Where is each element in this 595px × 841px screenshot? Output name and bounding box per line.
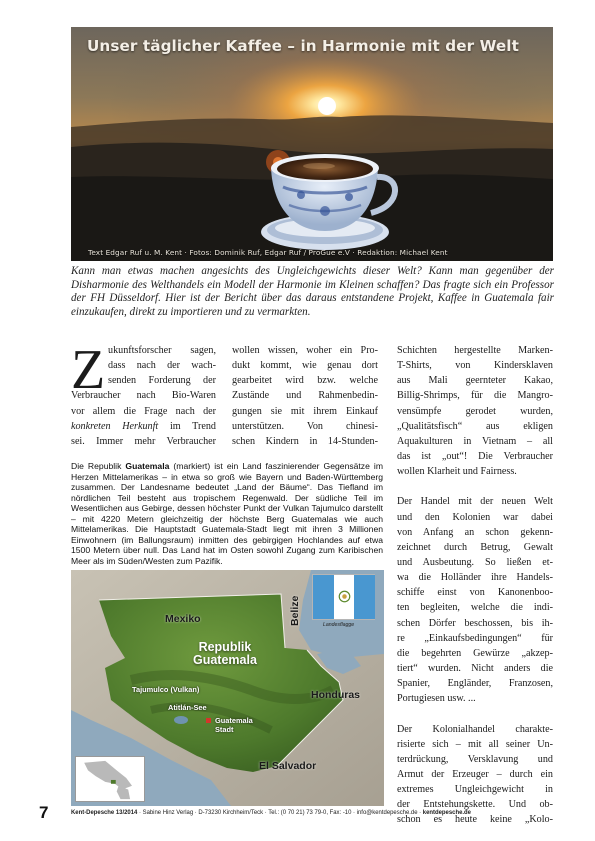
text-line: senden Forderung der: [108, 375, 216, 387]
label-republic-line2: Guatemala: [193, 653, 257, 667]
text-line: zeichnet durch Betrug, Gewalt: [397, 541, 553, 553]
text-line: Spanier, Engländer, Franzosen,: [397, 678, 553, 690]
flag-caption: Landesflagge: [323, 622, 355, 628]
overview-inset-map: [75, 756, 145, 802]
sunset-coffee-image: [71, 27, 553, 261]
label-city-line1: Guatemala: [215, 716, 253, 725]
text-line: dass nach der wach-: [108, 360, 216, 372]
text-line: extremes Ungleichgewicht in: [397, 784, 553, 796]
flag-stripe-right: [354, 575, 375, 619]
label-atitlan: Atitlán-See: [168, 703, 207, 712]
column-2: [232, 343, 378, 449]
footer-website: kentdepesche.de: [422, 810, 471, 816]
text-line: schen Kindern in 14-Stunden-: [232, 435, 378, 447]
text-line: unterstützen. Von chinesi-: [232, 420, 378, 432]
text-line: aus Mali geernteter Kakao,: [397, 375, 553, 387]
text-line: re „Einkaufsbedingungen“ für: [397, 632, 553, 644]
guatemala-info-box: [71, 461, 383, 566]
column-1: [71, 339, 216, 449]
text-line: dukt kommt, wie genau dort: [232, 360, 378, 372]
text-line: der Entstehungskette. Und ob-: [397, 799, 553, 811]
info-text-post: (markiert) ist ein Land faszinierender Gegensätze im Herzen Mittelamerikas – in etwa so groß wie Bayern und Baden-Württemberg zusammen. Der Landesname bedeutet „Land der Bäume“. Das Tiefland im nördlichen Teil besteht aus tropischem Regenwald. Der südliche Teil im Wesentlichen aus Gebirge, dessen höchster Punkt der Vulkan Tajumulco darstellt – mit 4220 Metern gleichzeitig der höchste Berg Guatemalas wie auch Mittelamerikas. Die Hauptstadt Guatemala-Stadt liegt mit ihren 3 Millionen Einwohnern (im Ballungsraum) inmitten des gebirgigen Hochlandes auf etwa 1500 Metern über null. Das Land hat im Osten sowohl Zugang zum Karibischen Meer als im Süden/Westen zum Pazifik.: [71, 461, 383, 566]
paragraph-gap: [397, 479, 553, 494]
text-line: sei. Immer mehr Verbraucher: [71, 435, 216, 447]
text-line: Aquakulturen in Vietnam – all: [397, 435, 553, 447]
text-line: terdrückung, Versklavung und: [397, 753, 553, 765]
column-3: [397, 343, 553, 828]
drop-cap: Z: [71, 339, 106, 401]
text-line: schiffe einst von Kanonenboo-: [397, 587, 553, 599]
flag-stripe-left: [313, 575, 334, 619]
footer-address: · Sabine Hinz Verlag · D-73230 Kirchheim/Teck · Tel.: (0 70 21) 73 79-0, Fax: -10 · info@kentdepesche.de ·: [137, 810, 423, 816]
article-title: Unser täglicher Kaffee – in Harmonie mit der Welt: [87, 37, 519, 55]
label-guatemala-city: [215, 717, 253, 734]
text-line: Der Handel mit der neuen Welt: [397, 496, 553, 508]
footer-imprint: [71, 810, 554, 816]
text-line: das ist „out“! Die Verbraucher: [397, 450, 553, 462]
text-line: schon es heute keine „Kolo-: [397, 814, 553, 826]
text-line: wollen wissen, woher ein Pro-: [232, 345, 378, 356]
header-photo: [71, 27, 553, 261]
label-belize: Belize: [289, 595, 301, 626]
text-line: tiert“ wurden. Nicht anders die: [397, 662, 553, 674]
text-line: gungen sie mit ihrem Einkauf: [232, 405, 378, 417]
text-line: Billig-Shrimps, für die Mangro-: [397, 390, 553, 402]
label-republic-guatemala: [193, 641, 257, 667]
page-number: 7: [39, 803, 49, 822]
text-line: risierte sich – mit all seiner Un-: [397, 738, 553, 750]
label-el-salvador: El Salvador: [259, 760, 317, 772]
text-line: wa die Holländer ihre Handels-: [397, 572, 553, 584]
label-city-line2: Stadt: [215, 724, 234, 734]
text-line: und den Kolonien war dabei: [397, 511, 553, 523]
emphasis: konkreten Herkunft: [71, 420, 159, 432]
text-line: Verbraucher nach Bio-Waren: [71, 390, 216, 402]
text-line: „Qualitätsfisch“ aus ekligen: [397, 420, 553, 432]
photo-credit: Text Edgar Ruf u. M. Kent · Fotos: Dominik Ruf, Edgar Ruf / ProGue e.V · Redaktion: Michael Kent: [88, 248, 448, 257]
guatemala-map: [71, 570, 384, 806]
text-line: Der Kolonialhandel charakte-: [397, 723, 553, 735]
text-line: vensümpfe gerodet wurden,: [397, 405, 553, 417]
label-honduras: Honduras: [311, 689, 361, 701]
text-line: Armut der Erzeuger – durch ein: [397, 768, 553, 780]
text-line: T-Shirts, von Kindersklaven: [397, 360, 553, 372]
text-line: und Ausbeutung. So ließen et-: [397, 556, 553, 568]
text-line: gearbeitet wird bzw. welche: [232, 375, 378, 387]
label-republic-line1: Republik: [198, 640, 252, 654]
label-mexico: Mexiko: [165, 613, 201, 625]
flag-emblem-icon: [337, 589, 352, 604]
lead-paragraph: Kann man etwas machen angesichts des Ungleichgewichts dieser Welt? Kann man gegenüber der Disharmonie des Welthandels ein Modell der Harmonie im Kleinen schaffen? Das fragte sich ein Professor der FH Düsseldorf. Hier ist der Bericht über das daraus entstandene Projekt, Kaffee in Guatemala fair einzukaufen, direkt zu importieren und zu vermarkten.: [71, 265, 554, 318]
text-line: Schichten hergestellte Marken-: [397, 345, 553, 356]
americas-inset-icon: [76, 757, 144, 801]
text-line: ten begleiten, welche die indi-: [397, 602, 553, 614]
guatemala-flag: [312, 574, 375, 620]
info-text-bold: Guatemala: [125, 461, 170, 471]
text-line: ukunftsforscher sagen,: [108, 345, 216, 356]
text-line: von Anfang an schon gekenn-: [397, 526, 553, 538]
paragraph-gap: [397, 706, 553, 721]
text-line: vor allem die Frage nach der: [71, 405, 216, 417]
text-line: wollen Klarheit und Fairness.: [397, 466, 517, 478]
text-line: schen Dörfer beschossen, bis ih-: [397, 617, 553, 629]
text-line: Portugiesen usw. ...: [397, 693, 476, 705]
info-text-pre: Die Republik: [71, 461, 126, 471]
label-tajumulco: Tajumulco (Vulkan): [132, 685, 200, 694]
text-line-italic: konkreten Herkunft im Trend: [71, 420, 216, 432]
text-line: Zustände und Rahmenbedin-: [232, 390, 378, 402]
text-line: die begehrten Gewürze „akzep-: [397, 647, 553, 659]
footer-publication: Kent-Depesche 13/2014: [71, 810, 138, 816]
